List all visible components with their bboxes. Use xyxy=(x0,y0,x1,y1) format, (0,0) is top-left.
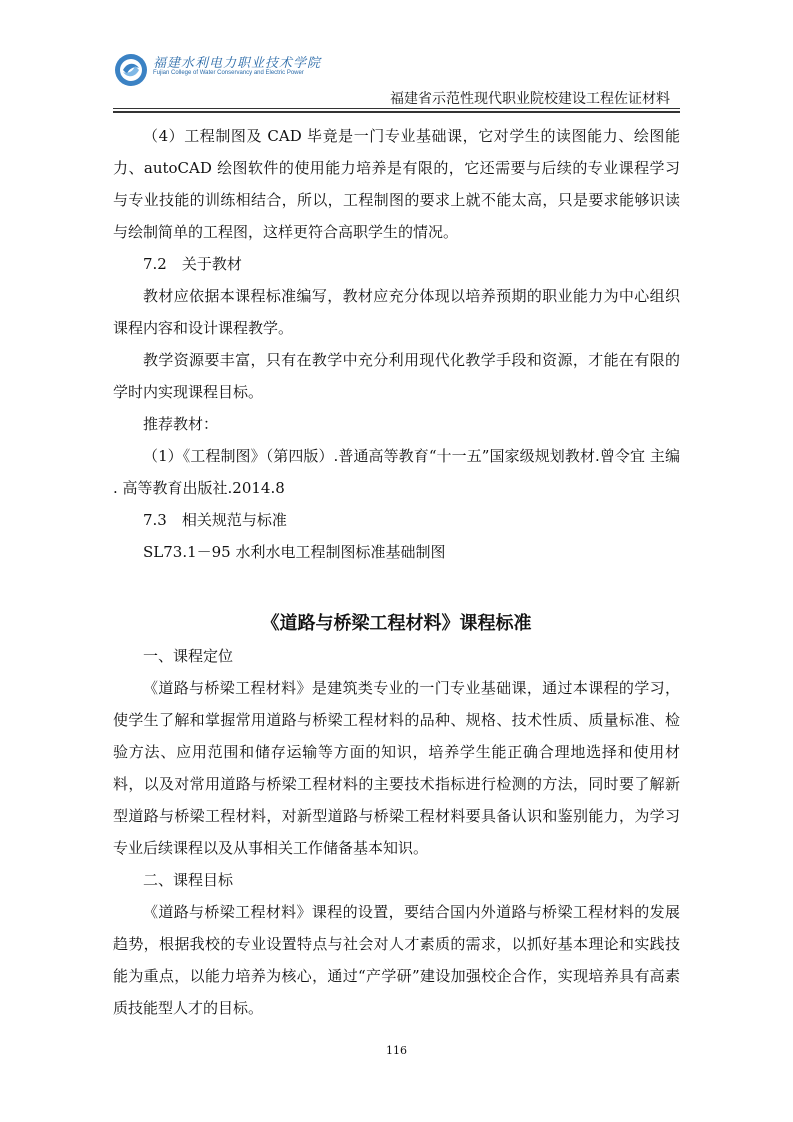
standard-reference: SL73.1－95 水利水电工程制图标准基础制图 xyxy=(143,543,446,561)
book-reference: （1）《工程制图》（第四版）.普通高等教育“十一五”国家级规划教材.曾令宜 主编 . 高等教育出版社.2014.8 xyxy=(113,447,680,497)
recommend-label: 推荐教材： xyxy=(143,415,219,433)
heading-7-2: 7.2 关于教材 xyxy=(143,255,242,273)
page-number: 116 xyxy=(386,1044,407,1057)
heading-7-3: 7.3 相关规范与标准 xyxy=(143,511,287,529)
header-divider-thick xyxy=(113,111,680,113)
logo-name: 福建水利电力职业技术学院 xyxy=(153,56,322,71)
page-content xyxy=(113,120,680,1024)
section-2-text: 《道路与桥梁工程材料》课程的设置，要结合国内外道路与桥梁工程材料的发展趋势，根据我校的专业设置特点与社会对人才素质的需求，以抓好基本理论和实践技能为重点，以能力培养为核心，通过“产学研”建设加强校企合作，实现培养具有高素质技能型人才的目标。 xyxy=(113,903,680,1017)
paragraph-7-1-4: （4）工程制图及 CAD 毕竟是一门专业基础课，它对学生的读图能力、绘图能力、autoCAD 绘图软件的使用能力培养是有限的，它还需要与后续的专业课程学习与专业技能的训练相结合，所以，工程制图的要求上就不能太高，只是要求能够识读与绘制简单的工程图，这样更符合高职学生的情况。 xyxy=(113,127,680,241)
logo-subtitle: Fujian College of Water Conservancy and Electric Power xyxy=(153,70,304,76)
paragraph-7-2-a: 教材应依据本课程标准编写，教材应充分体现以培养预期的职业能力为中心组织课程内容和设计课程教学。 xyxy=(113,287,680,337)
section-2-heading: 二、课程目标 xyxy=(143,871,234,889)
course-title: 《道路与桥梁工程材料》课程标准 xyxy=(261,613,532,634)
header-title: 福建省示范性现代职业院校建设工程佐证材料 xyxy=(390,91,670,107)
section-1-text: 《道路与桥梁工程材料》是建筑类专业的一门专业基础课，通过本课程的学习，使学生了解和掌握常用道路与桥梁工程材料的品种、规格、技术性质、质量标准、检验方法、应用范围和储存运输等方面的知识，培养学生能正确合理地选择和使用材料，以及对常用道路与桥梁工程材料的主要技术指标进行检测的方法，同时要了解新型道路与桥梁工程材料，对新型道路与桥梁工程材料要具备认识和鉴别能力，为学习专业后续课程以及从事相关工作储备基本知识。 xyxy=(113,679,680,857)
section-1-heading: 一、课程定位 xyxy=(143,647,234,665)
paragraph-7-2-b: 教学资源要丰富，只有在教学中充分利用现代化教学手段和资源，才能在有限的学时内实现课程目标。 xyxy=(113,351,680,401)
header-divider xyxy=(113,108,680,109)
